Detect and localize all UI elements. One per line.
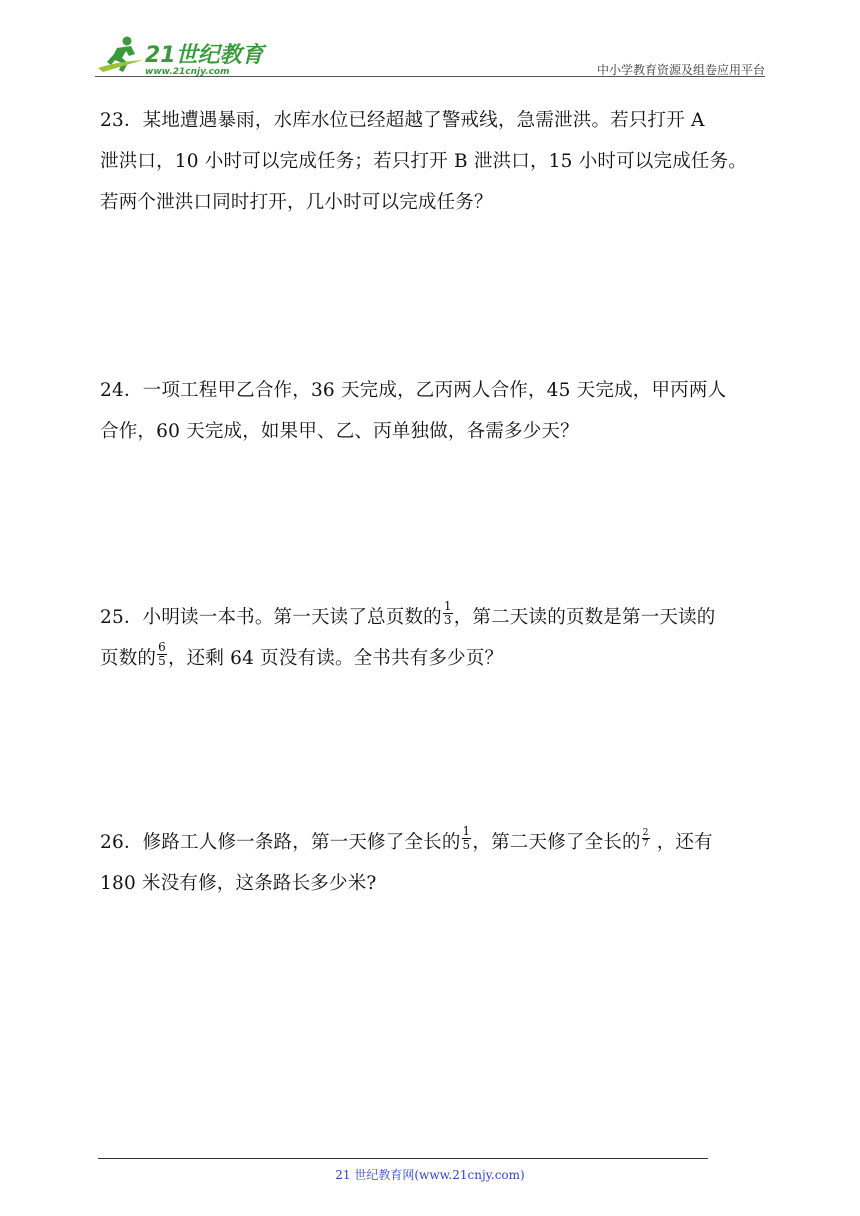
question-text-line: [100, 597, 768, 638]
question-text-line: 若两个泄洪口同时打开，几小时可以完成任务？: [100, 192, 493, 213]
page-header: [95, 32, 765, 78]
question-text-line: 24．一项工程甲乙合作，36 天完成，乙丙两人合作，45 天完成，甲丙两人: [100, 380, 727, 401]
header-divider: [95, 76, 765, 77]
fraction: [462, 825, 472, 852]
question-text: ，还有: [650, 832, 713, 853]
question-26: [100, 822, 768, 904]
question-text: 页数的: [100, 648, 157, 669]
question-text: ，还剩 64 页没有读。全书共有多少页？: [167, 648, 504, 669]
fraction-numerator: 6: [158, 639, 166, 654]
fraction-denominator: 5: [158, 653, 166, 668]
fraction-numerator: 1: [443, 598, 452, 613]
question-text-line: 23．某地遭遇暴雨，水库水位已经超越了警戒线，急需泄洪。若只打开 A: [100, 110, 705, 131]
question-24: [100, 370, 768, 452]
question-text-line: 合作，60 天完成，如果甲、乙、丙单独做，各需多少天？: [100, 421, 579, 442]
footer-divider: [98, 1158, 708, 1159]
question-text-line: [100, 638, 768, 679]
fraction: [443, 600, 453, 627]
question-text-line: 180 米没有修，这条路长多少米?: [100, 873, 377, 894]
runner-icon: [98, 37, 143, 73]
fraction: [642, 828, 650, 849]
fraction-denominator: 3: [443, 612, 452, 627]
question-text: 26．修路工人修一条路，第一天修了全长的: [100, 832, 461, 853]
site-logo: [95, 32, 275, 78]
logo-url: www.21cnjy.com: [145, 67, 230, 77]
fraction-numerator: 1: [462, 823, 471, 838]
question-text-line: 泄洪口，10 小时可以完成任务；若只打开 B 泄洪口，15 小时可以完成任务。: [100, 151, 748, 172]
fraction-numerator: 2: [642, 827, 649, 838]
fraction: [157, 641, 167, 668]
question-23: [100, 100, 768, 223]
question-text: ，第二天读的页数是第一天读的: [453, 607, 716, 628]
fraction-denominator: 7: [642, 838, 649, 849]
logo-title: 21世纪教育: [145, 43, 264, 68]
footer-text[interactable]: 21 世纪教育网(www.21cnjy.com): [335, 1168, 525, 1182]
question-text: ，第二天修了全长的: [472, 832, 641, 853]
fraction-denominator: 5: [462, 837, 471, 852]
header-site-name: 中小学教育资源及组卷应用平台: [596, 63, 765, 77]
question-25: [100, 597, 768, 679]
question-text-line: [100, 822, 768, 863]
question-text: 25．小明读一本书。第一天读了总页数的: [100, 607, 442, 628]
